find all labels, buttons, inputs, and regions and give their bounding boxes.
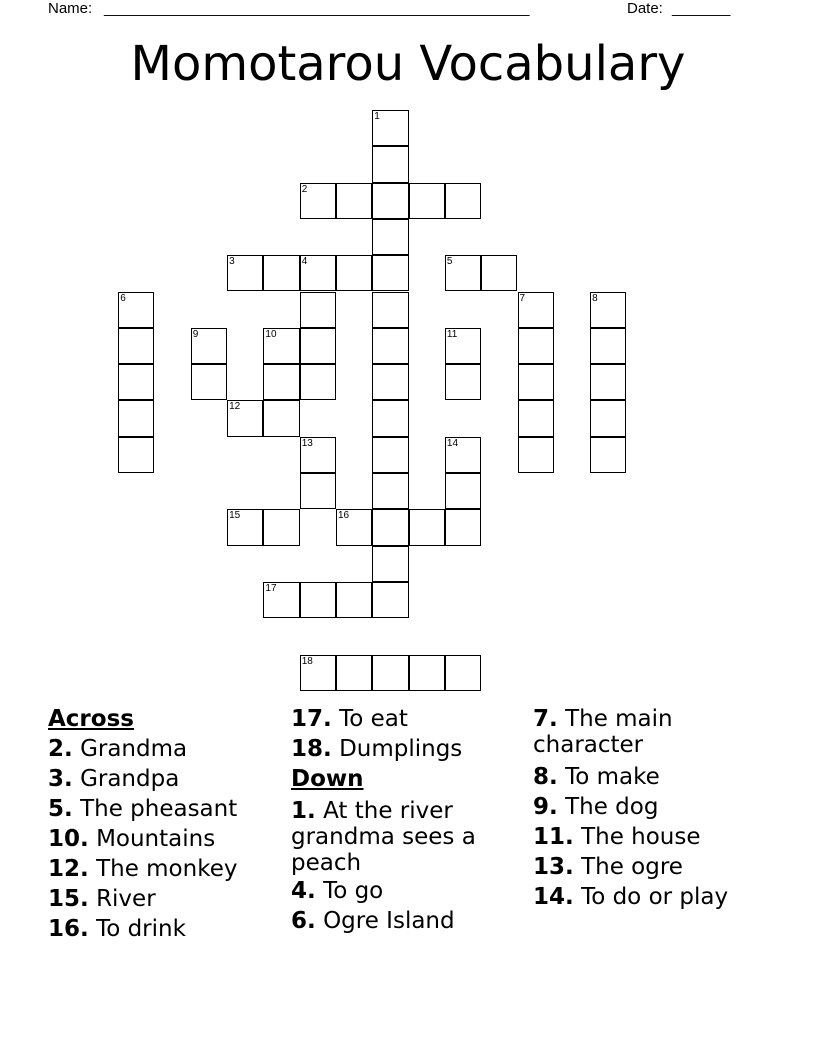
grid-cell[interactable] [372, 400, 408, 436]
clue-number: 12 [229, 401, 241, 413]
clue-number: 10 [265, 328, 277, 340]
clue-down-11: 11. The house [533, 824, 701, 850]
grid-cell[interactable] [481, 255, 517, 291]
grid-cell[interactable] [263, 328, 299, 364]
clue-number: 8 [592, 292, 598, 304]
grid-cell[interactable] [227, 509, 263, 545]
grid-cell[interactable] [336, 183, 372, 219]
grid-cell[interactable] [409, 183, 445, 219]
clue-number: 16 [338, 510, 350, 522]
clue-number: 2 [301, 183, 308, 195]
down-heading: Down [291, 766, 364, 792]
grid-cell[interactable] [445, 255, 481, 291]
clue-across-5: 5. The pheasant [48, 796, 238, 822]
grid-cell[interactable] [372, 509, 408, 545]
grid-cell[interactable] [372, 146, 408, 182]
grid-cell[interactable] [300, 655, 336, 691]
grid-cell[interactable] [409, 509, 445, 545]
name-label: Name: [48, 0, 93, 17]
grid-cell[interactable] [300, 292, 336, 328]
grid-cell[interactable] [409, 655, 445, 691]
grid-cell[interactable] [118, 437, 154, 473]
grid-cell[interactable] [518, 328, 554, 364]
clue-down-4: 4. To go [291, 878, 384, 904]
grid-cell[interactable] [263, 400, 299, 436]
grid-cell[interactable] [372, 655, 408, 691]
grid-cell[interactable] [118, 400, 154, 436]
grid-cell[interactable] [445, 509, 481, 545]
grid-cell[interactable] [372, 328, 408, 364]
grid-cell[interactable] [118, 292, 154, 328]
clues-column-3 [533, 704, 773, 912]
grid-cell[interactable] [372, 219, 408, 255]
grid-cell[interactable] [263, 255, 299, 291]
clue-down-13: 13. The ogre [533, 854, 683, 880]
clue-number: 17 [265, 582, 277, 594]
grid-cell[interactable] [336, 655, 372, 691]
clue-number: 5 [446, 256, 453, 268]
grid-cell[interactable] [445, 473, 481, 509]
grid-cell[interactable] [518, 292, 554, 328]
grid-cell[interactable] [263, 509, 299, 545]
clues-column-2 [291, 704, 526, 936]
clue-down-7: 7. The main character [533, 706, 673, 758]
clue-across-17: 17. To eat [291, 706, 408, 732]
clue-across-10: 10. Mountains [48, 826, 216, 852]
clue-down-6: 6. Ogre Island [291, 908, 455, 934]
grid-cell[interactable] [590, 437, 626, 473]
clue-across-15: 15. River [48, 886, 156, 912]
grid-cell[interactable] [372, 183, 408, 219]
grid-cell[interactable] [590, 364, 626, 400]
clue-number: 15 [229, 510, 241, 522]
grid-cell[interactable] [445, 364, 481, 400]
grid-cell[interactable] [372, 473, 408, 509]
clue-down-8: 8. To make [533, 764, 660, 790]
grid-cell[interactable] [518, 437, 554, 473]
across-heading: Across [48, 706, 134, 732]
clue-across-3: 3. Grandpa [48, 766, 180, 792]
grid-cell[interactable] [263, 364, 299, 400]
grid-cell[interactable] [372, 255, 408, 291]
clue-across-16: 16. To drink [48, 916, 186, 942]
grid-cell[interactable] [590, 292, 626, 328]
clue-number: 6 [120, 292, 126, 304]
name-blank[interactable]: ___________________________________________________ [104, 0, 530, 17]
grid-cell[interactable] [518, 364, 554, 400]
grid-cell[interactable] [372, 364, 408, 400]
grid-cell[interactable] [118, 364, 154, 400]
grid-cell[interactable] [263, 582, 299, 618]
grid-cell[interactable] [118, 328, 154, 364]
grid-cell[interactable] [336, 509, 372, 545]
grid-cell[interactable] [300, 364, 336, 400]
clues-column-1 [48, 704, 283, 944]
grid-cell[interactable] [445, 183, 481, 219]
date-label: Date: [627, 0, 663, 17]
grid-cell[interactable] [445, 328, 481, 364]
grid-cell[interactable] [227, 255, 263, 291]
grid-cell[interactable] [300, 473, 336, 509]
clue-across-12: 12. The monkey [48, 856, 238, 882]
clue-number: 11 [446, 328, 458, 340]
grid-cell[interactable] [518, 400, 554, 436]
clue-number: 3 [229, 256, 235, 268]
clue-number: 4 [301, 256, 308, 268]
grid-cell[interactable] [336, 582, 372, 618]
grid-cell[interactable] [191, 364, 227, 400]
grid-cell[interactable] [372, 582, 408, 618]
date-blank[interactable]: _______ [672, 0, 731, 17]
grid-cell[interactable] [300, 437, 336, 473]
clue-number: 9 [192, 328, 199, 340]
grid-cell[interactable] [300, 582, 336, 618]
clue-number: 7 [519, 292, 526, 304]
page-title: Momotarou Vocabulary [130, 36, 686, 92]
grid-cell[interactable] [590, 328, 626, 364]
clue-down-1: 1. At the river grandma sees a peach [291, 798, 476, 876]
clue-number: 13 [301, 437, 313, 449]
grid-cell[interactable] [590, 400, 626, 436]
grid-cell[interactable] [372, 110, 408, 146]
grid-cell[interactable] [372, 546, 408, 582]
grid-cell[interactable] [336, 255, 372, 291]
clue-number: 18 [301, 655, 313, 667]
grid-cell[interactable] [191, 328, 227, 364]
grid-cell[interactable] [227, 400, 263, 436]
grid-cell[interactable] [372, 292, 408, 328]
grid-cell[interactable] [300, 328, 336, 364]
clue-across-2: 2. Grandma [48, 736, 188, 762]
grid-cell[interactable] [445, 437, 481, 473]
clue-down-14: 14. To do or play [533, 884, 729, 910]
grid-cell[interactable] [372, 437, 408, 473]
grid-cell[interactable] [300, 255, 336, 291]
clue-down-9: 9. The dog [533, 794, 659, 820]
grid-cell[interactable] [300, 183, 336, 219]
clue-across-18: 18. Dumplings [291, 736, 463, 762]
clue-number: 1 [374, 111, 380, 122]
clue-number: 14 [446, 437, 459, 449]
grid-cell[interactable] [445, 655, 481, 691]
